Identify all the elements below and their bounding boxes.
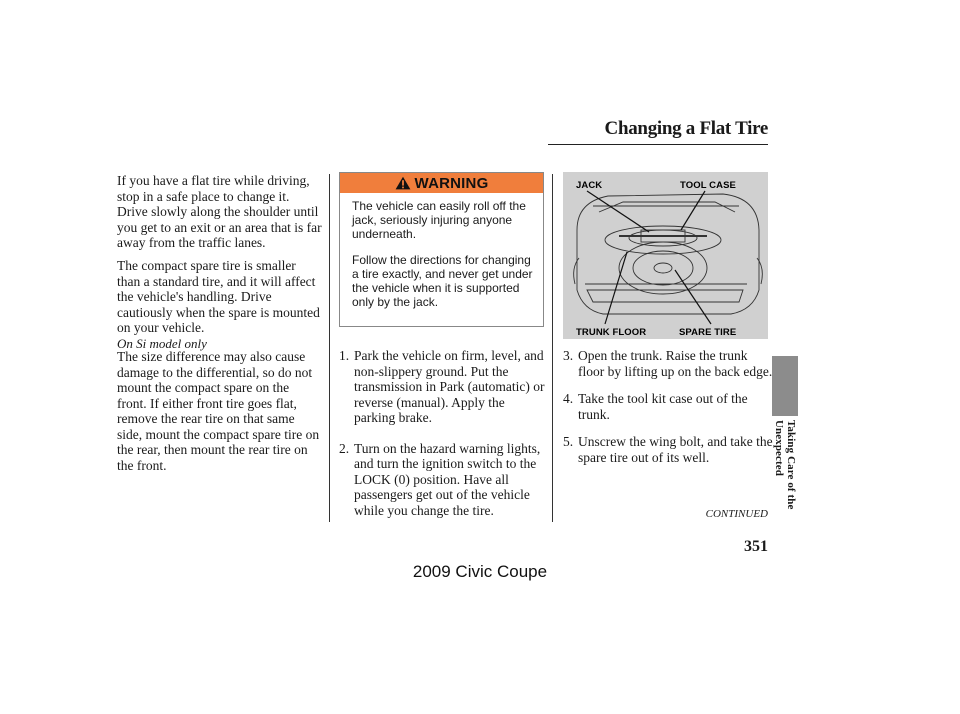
step-text: Open the trunk. Raise the trunk floor by lifting up on the back edge. [578, 348, 773, 379]
footer-model-label: 2009 Civic Coupe [412, 562, 548, 581]
warning-triangle-icon [395, 176, 411, 190]
step-number: 3. [563, 348, 574, 363]
column-divider-left [329, 174, 330, 522]
tool-case-label: TOOL CASE [680, 180, 736, 191]
trunk-illustration [563, 172, 768, 339]
continued-label: CONTINUED [705, 508, 768, 520]
page-title: Changing a Flat Tire [604, 118, 768, 139]
spare-paragraph: The compact spare tire is smaller than a standard tire, and it will affect the vehicle's handling. Drive cautiously when the spare is mounted on your vehicle. [117, 258, 320, 335]
trunk-floor-label: TRUNK FLOOR [576, 327, 647, 338]
step-item [563, 434, 773, 465]
step-number: 2. [339, 440, 350, 456]
section-side-label: Taking Care of the Unexpected [773, 420, 797, 510]
step-item [339, 441, 547, 519]
model-note-label: On Si model only [117, 336, 207, 351]
step-item [563, 391, 773, 422]
steps-right [563, 348, 773, 465]
column-divider-right [552, 174, 553, 522]
step-item [339, 348, 547, 426]
steps-middle [339, 348, 547, 518]
step-item [563, 348, 773, 379]
warning-title: WARNING [414, 174, 489, 192]
model-note-paragraph: The size difference may also cause damage to the differential, so do not mount the compact spare on the front. If either front tire goes flat, remove the rear tire on that same side, mount the compact spare tire on the rear, then mount the rear tire on the front. [117, 349, 320, 473]
trunk-drawing [563, 172, 768, 339]
step-text: Take the tool kit case out of the trunk. [578, 391, 748, 422]
warning-box [339, 172, 544, 327]
step-text: Turn on the hazard warning lights, and turn the ignition switch to the LOCK (0) position. Have all passengers get out of the vehicle while you change the tire. [354, 440, 541, 518]
step-text: Unscrew the wing bolt, and take the spare tire out of its well. [578, 434, 773, 465]
step-number: 1. [339, 348, 350, 363]
jack-label: JACK [576, 180, 603, 191]
step-number: 5. [563, 434, 574, 449]
step-text: Park the vehicle on firm, level, and non-slippery ground. Put the transmission in Park (automatic) or reverse (manual). Apply the parking brake. [354, 348, 545, 425]
step-number: 4. [563, 391, 574, 406]
warning-body [340, 193, 543, 310]
section-tab-marker [772, 356, 798, 416]
spare-tire-label: SPARE TIRE [679, 327, 737, 338]
title-rule [548, 144, 768, 145]
warning-line: The vehicle can easily roll off the jack, seriously injuring anyone underneath. [352, 199, 526, 241]
warning-line: Follow the directions for changing a tire exactly, and never get under the vehicle when it is supported only by the jack. [352, 253, 533, 309]
page-number: 351 [744, 538, 768, 555]
intro-paragraph: If you have a flat tire while driving, stop in a safe place to change it. Drive slowly along the shoulder until you get to an exit or an area that is far away from the traffic lanes. [117, 173, 322, 250]
warning-header [340, 173, 543, 193]
